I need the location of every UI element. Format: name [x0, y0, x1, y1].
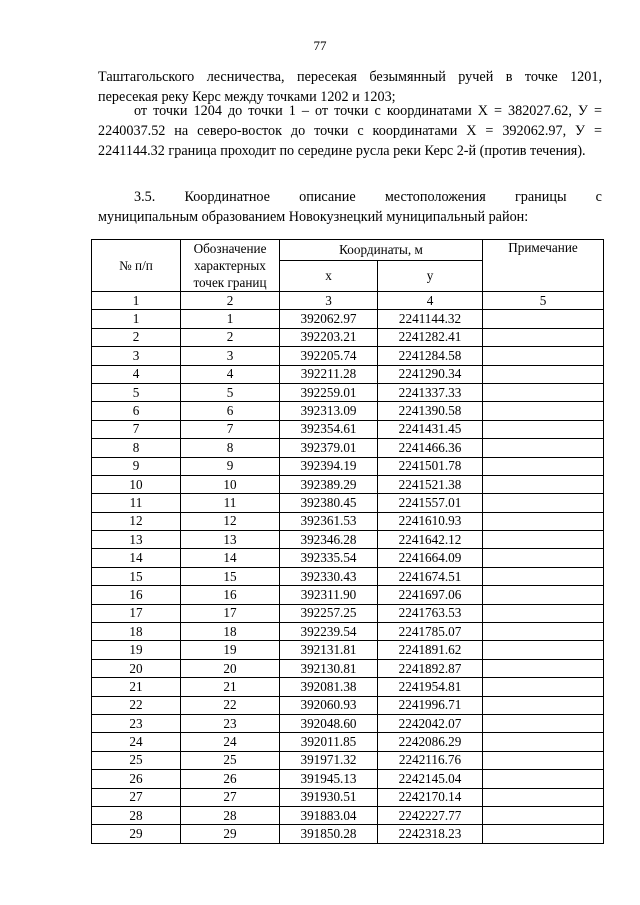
cell-y: 2242116.76 [378, 751, 483, 769]
cell-note [483, 475, 604, 493]
cell-y: 2241557.01 [378, 494, 483, 512]
cell-note [483, 494, 604, 512]
heading-word: границы [514, 189, 567, 205]
cell-y: 2242170.14 [378, 788, 483, 806]
table-row [92, 365, 604, 383]
cell-number: 14 [92, 549, 181, 567]
cell-number: 28 [92, 806, 181, 824]
cell-point: 9 [181, 457, 280, 475]
cell-point: 15 [181, 567, 280, 585]
cell-y: 2241282.41 [378, 328, 483, 346]
cell-point: 28 [181, 806, 280, 824]
cell-point: 6 [181, 402, 280, 420]
cell-note [483, 328, 604, 346]
header-coordinates: Координаты, м [280, 240, 483, 261]
cell-note [483, 623, 604, 641]
cell-number: 3 [92, 347, 181, 365]
cell-number: 6 [92, 402, 181, 420]
heading-word: Координатное [184, 189, 270, 205]
cell-y: 2242086.29 [378, 733, 483, 751]
cell-note [483, 788, 604, 806]
table-header [92, 240, 604, 292]
cell-number: 2 [92, 328, 181, 346]
cell-number: 5 [92, 383, 181, 401]
cell-point: 2 [181, 328, 280, 346]
cell-note [483, 365, 604, 383]
cell-note [483, 825, 604, 843]
index-cell: 1 [92, 292, 181, 310]
cell-note [483, 512, 604, 530]
cell-x: 391850.28 [280, 825, 378, 843]
cell-note [483, 586, 604, 604]
coordinates-table [91, 239, 604, 844]
table-row [92, 825, 604, 843]
cell-note [483, 714, 604, 732]
cell-number: 29 [92, 825, 181, 843]
cell-x: 392081.38 [280, 678, 378, 696]
cell-y: 2241954.81 [378, 678, 483, 696]
table-row [92, 310, 604, 328]
cell-point: 27 [181, 788, 280, 806]
cell-number: 9 [92, 457, 181, 475]
cell-x: 392211.28 [280, 365, 378, 383]
cell-number: 27 [92, 788, 181, 806]
cell-number: 7 [92, 420, 181, 438]
cell-y: 2241996.71 [378, 696, 483, 714]
index-cell: 4 [378, 292, 483, 310]
cell-point: 11 [181, 494, 280, 512]
paragraph-boundary-description [98, 101, 602, 161]
table-row [92, 383, 604, 401]
table-row [92, 494, 604, 512]
cell-point: 21 [181, 678, 280, 696]
cell-number: 1 [92, 310, 181, 328]
cell-note [483, 770, 604, 788]
cell-x: 392062.97 [280, 310, 378, 328]
table-row [92, 457, 604, 475]
cell-x: 392130.81 [280, 659, 378, 677]
table-body [92, 292, 604, 844]
cell-point: 20 [181, 659, 280, 677]
cell-x: 392257.25 [280, 604, 378, 622]
cell-y: 2241610.93 [378, 512, 483, 530]
cell-x: 392335.54 [280, 549, 378, 567]
cell-point: 8 [181, 439, 280, 457]
cell-x: 392239.54 [280, 623, 378, 641]
cell-x: 392060.93 [280, 696, 378, 714]
cell-x: 392311.90 [280, 586, 378, 604]
index-cell: 3 [280, 292, 378, 310]
cell-point: 4 [181, 365, 280, 383]
cell-number: 19 [92, 641, 181, 659]
cell-y: 2241337.33 [378, 383, 483, 401]
table-row [92, 531, 604, 549]
cell-note [483, 696, 604, 714]
paragraph-text: от точки 1204 до точки 1 – от точки с координатами Х = 382027.62, У = 2240037.52 на северо-восток до точки с координатами Х = 392062.97, У = 2241144.32 граница проходит по середине русла реки Керс 2-й (против течения). [98, 103, 602, 159]
table-row [92, 696, 604, 714]
cell-point: 29 [181, 825, 280, 843]
cell-number: 11 [92, 494, 181, 512]
table-row [92, 586, 604, 604]
cell-x: 392203.21 [280, 328, 378, 346]
cell-note [483, 641, 604, 659]
table-row [92, 475, 604, 493]
cell-x: 391945.13 [280, 770, 378, 788]
cell-x: 392131.81 [280, 641, 378, 659]
section-heading-line-1 [98, 187, 602, 207]
index-cell: 2 [181, 292, 280, 310]
heading-word: описание [299, 189, 356, 205]
cell-point: 13 [181, 531, 280, 549]
cell-point: 5 [181, 383, 280, 401]
cell-y: 2241664.09 [378, 549, 483, 567]
cell-y: 2241390.58 [378, 402, 483, 420]
cell-point: 23 [181, 714, 280, 732]
table-row [92, 402, 604, 420]
section-heading-line-2: муниципальным образованием Новокузнецкий муниципальный район: [98, 209, 529, 225]
heading-word: с [595, 189, 602, 205]
cell-x: 392354.61 [280, 420, 378, 438]
header-num: № п/п [92, 240, 181, 292]
cell-y: 2242145.04 [378, 770, 483, 788]
table-row [92, 439, 604, 457]
header-x: х [280, 261, 378, 292]
table-row [92, 328, 604, 346]
table-row [92, 806, 604, 824]
table-row [92, 714, 604, 732]
cell-x: 391971.32 [280, 751, 378, 769]
cell-note [483, 420, 604, 438]
cell-note [483, 549, 604, 567]
cell-number: 13 [92, 531, 181, 549]
cell-x: 392389.29 [280, 475, 378, 493]
cell-x: 392259.01 [280, 383, 378, 401]
cell-point: 10 [181, 475, 280, 493]
cell-number: 17 [92, 604, 181, 622]
cell-x: 392394.19 [280, 457, 378, 475]
cell-note [483, 567, 604, 585]
cell-number: 23 [92, 714, 181, 732]
table-row [92, 788, 604, 806]
cell-number: 18 [92, 623, 181, 641]
table-row [92, 420, 604, 438]
cell-y: 2241290.34 [378, 365, 483, 383]
cell-y: 2241891.62 [378, 641, 483, 659]
table-row [92, 751, 604, 769]
cell-x: 392380.45 [280, 494, 378, 512]
cell-x: 392011.85 [280, 733, 378, 751]
cell-point: 1 [181, 310, 280, 328]
cell-note [483, 678, 604, 696]
cell-point: 7 [181, 420, 280, 438]
cell-y: 2241284.58 [378, 347, 483, 365]
cell-x: 392379.01 [280, 439, 378, 457]
section-heading [98, 187, 602, 227]
cell-point: 14 [181, 549, 280, 567]
cell-point: 17 [181, 604, 280, 622]
cell-note [483, 604, 604, 622]
cell-number: 16 [92, 586, 181, 604]
cell-y: 2241674.51 [378, 567, 483, 585]
header-note: Примечание [483, 240, 604, 292]
cell-y: 2241892.87 [378, 659, 483, 677]
cell-y: 2241697.06 [378, 586, 483, 604]
cell-y: 2241144.32 [378, 310, 483, 328]
cell-note [483, 806, 604, 824]
cell-y: 2241521.38 [378, 475, 483, 493]
table-row [92, 659, 604, 677]
table-row [92, 347, 604, 365]
cell-point: 26 [181, 770, 280, 788]
cell-point: 25 [181, 751, 280, 769]
cell-y: 2241763.53 [378, 604, 483, 622]
cell-note [483, 439, 604, 457]
cell-point: 16 [181, 586, 280, 604]
table-row [92, 623, 604, 641]
cell-y: 2242318.23 [378, 825, 483, 843]
cell-x: 392330.43 [280, 567, 378, 585]
table-row [92, 733, 604, 751]
cell-point: 22 [181, 696, 280, 714]
table-row [92, 770, 604, 788]
cell-y: 2241642.12 [378, 531, 483, 549]
table-row [92, 549, 604, 567]
cell-number: 20 [92, 659, 181, 677]
cell-x: 392205.74 [280, 347, 378, 365]
table-row [92, 512, 604, 530]
header-designation: Обозначение характерных точек границ [181, 240, 280, 292]
cell-number: 4 [92, 365, 181, 383]
cell-x: 392048.60 [280, 714, 378, 732]
cell-note [483, 310, 604, 328]
cell-note [483, 457, 604, 475]
cell-x: 392361.53 [280, 512, 378, 530]
cell-point: 19 [181, 641, 280, 659]
column-index-row [92, 292, 604, 310]
cell-number: 25 [92, 751, 181, 769]
paragraph-text: Таштагольского лесничества, пересекая безымянный ручей в точке 1201, пересекая реку Керс между точками 1202 и 1203; [98, 69, 602, 105]
cell-number: 26 [92, 770, 181, 788]
cell-point: 12 [181, 512, 280, 530]
cell-y: 2241501.78 [378, 457, 483, 475]
cell-note [483, 347, 604, 365]
cell-number: 10 [92, 475, 181, 493]
cell-number: 21 [92, 678, 181, 696]
cell-point: 18 [181, 623, 280, 641]
cell-point: 24 [181, 733, 280, 751]
cell-y: 2242227.77 [378, 806, 483, 824]
header-y: у [378, 261, 483, 292]
index-cell: 5 [483, 292, 604, 310]
cell-x: 392346.28 [280, 531, 378, 549]
heading-word: местоположения [384, 189, 486, 205]
table-row [92, 604, 604, 622]
table-row [92, 567, 604, 585]
cell-x: 391930.51 [280, 788, 378, 806]
table-row [92, 678, 604, 696]
table-row [92, 641, 604, 659]
cell-y: 2241466.36 [378, 439, 483, 457]
cell-note [483, 659, 604, 677]
cell-number: 22 [92, 696, 181, 714]
section-number: 3.5. [134, 189, 156, 205]
cell-note [483, 402, 604, 420]
cell-number: 12 [92, 512, 181, 530]
cell-number: 8 [92, 439, 181, 457]
cell-x: 391883.04 [280, 806, 378, 824]
cell-point: 3 [181, 347, 280, 365]
cell-note [483, 733, 604, 751]
cell-note [483, 751, 604, 769]
cell-number: 24 [92, 733, 181, 751]
cell-x: 392313.09 [280, 402, 378, 420]
cell-number: 15 [92, 567, 181, 585]
cell-y: 2241431.45 [378, 420, 483, 438]
cell-note [483, 383, 604, 401]
cell-note [483, 531, 604, 549]
cell-y: 2241785.07 [378, 623, 483, 641]
page-number: 77 [313, 38, 327, 53]
cell-y: 2242042.07 [378, 714, 483, 732]
